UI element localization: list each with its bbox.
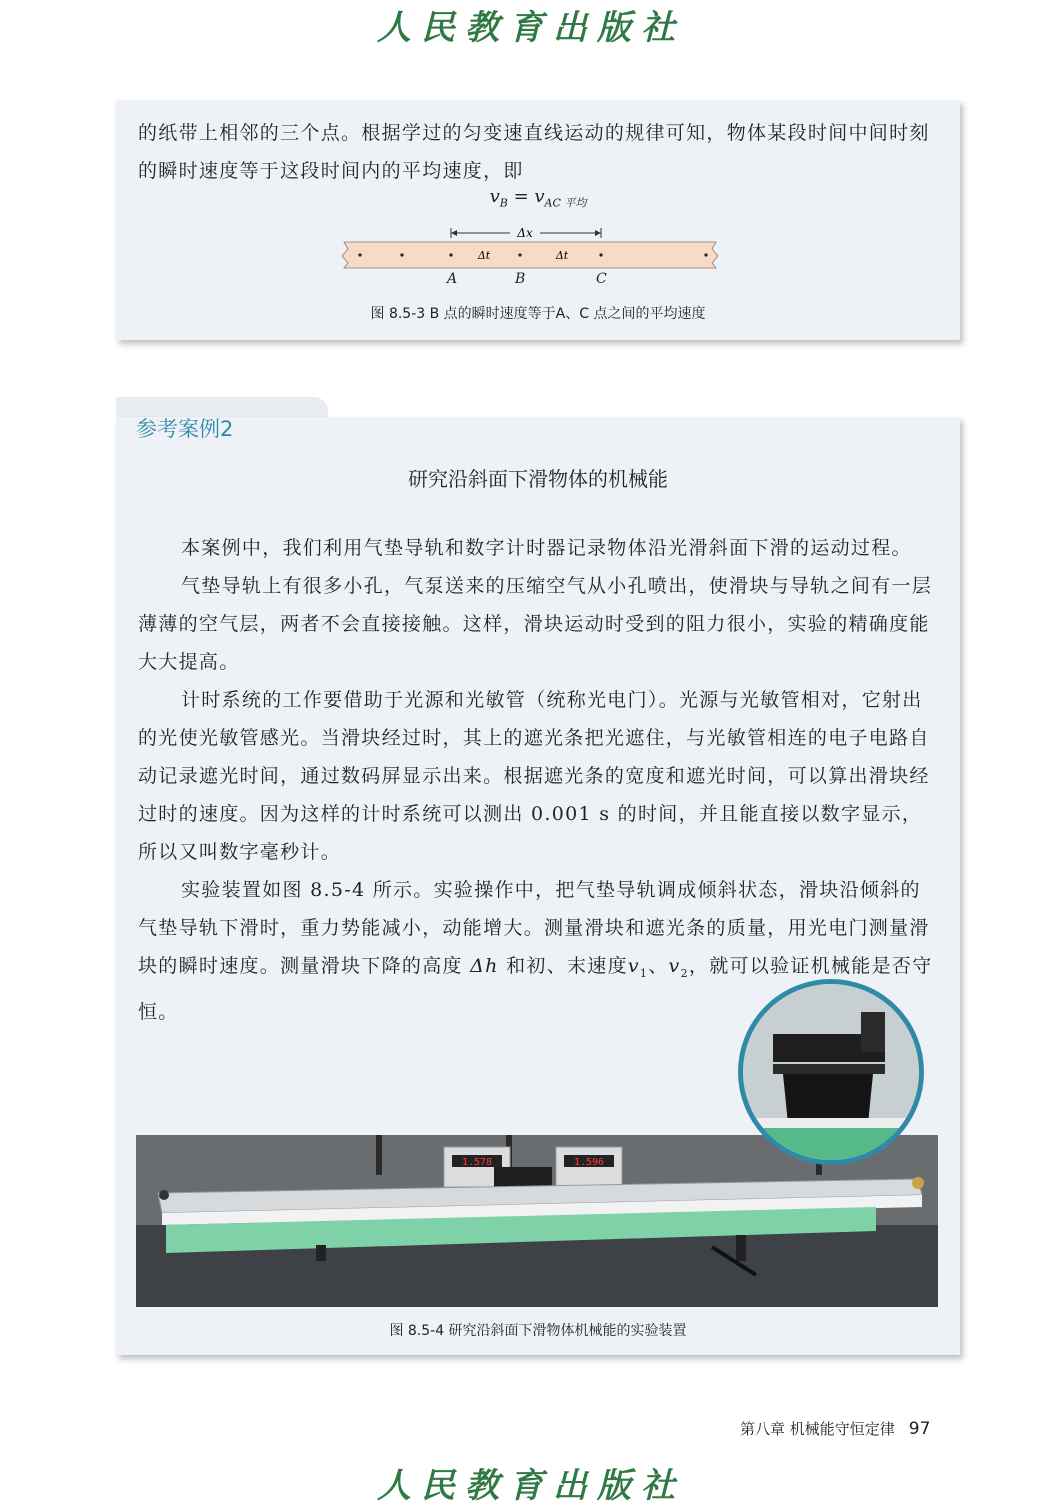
- publisher-logo-bottom: 人民教育出版社: [377, 1466, 685, 1506]
- velocity-paragraph: 的纸带上相邻的三个点。根据学过的匀变速直线运动的规律可知，物体某段时间中间时刻的瞬时速度等于这段时间内的平均速度，即: [138, 122, 930, 182]
- tape-strip: [342, 242, 718, 268]
- figure-caption-853: 图 8.5-3 B 点的瞬时速度等于A、C 点之间的平均速度: [370, 306, 706, 322]
- case-box: [116, 417, 960, 1355]
- point-c-label: C: [596, 271, 607, 287]
- publisher-logo-top: 人民教育出版社: [377, 8, 685, 48]
- case-title: 研究沿斜面下滑物体的机械能: [408, 467, 668, 491]
- chapter-title: 第八章 机械能守恒定律: [740, 1420, 895, 1438]
- tape-dot: [704, 253, 707, 256]
- formula-vb: $v_B = v_{AC 平均}$: [489, 186, 587, 210]
- timer-readout-2: 1.596: [573, 1157, 605, 1168]
- tape-dot-c: [599, 253, 602, 256]
- tape-dot-b: [518, 253, 521, 256]
- case-tab-label: 参考案例2: [136, 417, 234, 441]
- paragraph-3: 计时系统的工作要借助于光源和光敏管（统称光电门）。光源与光敏管相对，它射出的光使光敏管感光。当滑块经过时，其上的遮光条把光遮住，与光敏管相连的电子电路自动记录遮光时间，通过数码屏显示出来。根据遮光条的宽度和遮光时间，可以算出滑块经过时的速度。因为这样的计时系统可以测出 0.001 s 的时间，并且能直接以数字显示，所以又叫数字毫秒计。: [138, 689, 930, 863]
- photogate-illustration: [743, 984, 919, 1160]
- page-footer: [740, 1418, 930, 1439]
- dt-label-2: Δt: [555, 249, 569, 262]
- paper-tape-diagram: [340, 225, 720, 269]
- paragraph-4: 实验装置如图 8.5-4 所示。实验操作中，把气垫导轨调成倾斜状态，滑块沿倾斜的气垫导轨下滑时，重力势能减小，动能增大。测量滑块和遮光条的质量，用光电门测量滑块的瞬时速度。测量滑块下降的高度 Δh 和初、末速度$v_1$、$v_2$，就可以验证机械能是否守恒。: [138, 879, 933, 1023]
- dt-label-1: Δt: [477, 249, 491, 262]
- timer-readout-1: 1.578: [461, 1157, 493, 1168]
- tape-dot: [400, 253, 403, 256]
- point-a-label: A: [447, 271, 458, 287]
- tape-dot-a: [449, 253, 452, 256]
- dx-label: Δx: [517, 226, 533, 240]
- point-labels: [340, 271, 720, 287]
- paragraph-2: 气垫导轨上有很多小孔，气泵送来的压缩空气从小孔喷出，使滑块与导轨之间有一层薄薄的空气层，两者不会直接接触。这样，滑块运动时受到的阻力很小，实验的精确度能大大提高。: [138, 575, 933, 673]
- photogate-inset: [738, 979, 924, 1165]
- paragraph-1: 本案例中，我们利用气垫导轨和数字计时器记录物体沿光滑斜面下滑的运动过程。: [181, 537, 912, 559]
- figure-caption-854: 图 8.5-4 研究沿斜面下滑物体机械能的实验装置: [389, 1323, 687, 1339]
- page-number: 97: [908, 1419, 931, 1439]
- text-box-velocity: [116, 100, 960, 340]
- tape-dot: [358, 253, 361, 256]
- point-b-label: B: [515, 271, 526, 287]
